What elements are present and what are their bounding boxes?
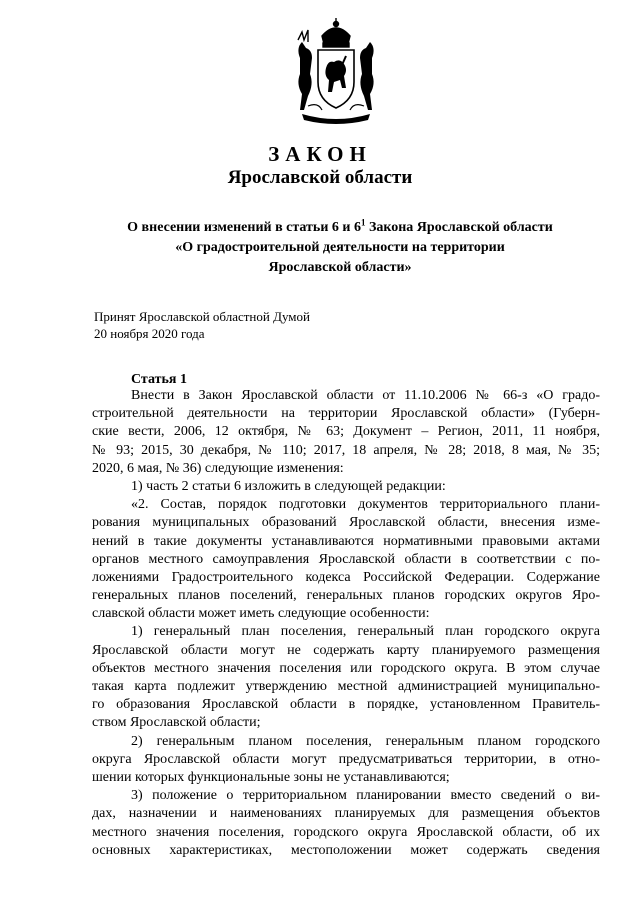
body-line: генеральных планов поселений, генеральных планов городских округов Яро- [92, 588, 600, 604]
body-line: «2. Состав, порядок подготовки документов территориального плани- [131, 497, 600, 513]
body-line: ские вести, 2006, 12 октября, № 63; Документ – Регион, 2011, 11 ноября, [92, 424, 600, 440]
body-line: 2020, 6 мая, № 36) следующие изменения: [92, 460, 344, 476]
body-line: № 93; 2015, 30 декабря, № 110; 2017, 18 апреля, № 28; 2018, 8 мая, № 35; [92, 442, 600, 458]
region-heading: Ярославской области [227, 167, 413, 188]
body-line: нений в такие документы устанавливаются нормативными правовыми актами [92, 533, 600, 549]
body-line: строительной деятельности на территории Ярославской области» (Губерн- [92, 406, 600, 422]
body-line: 1) генеральный план поселения, генеральный план городского округа [131, 624, 600, 640]
law-title-line-3: Ярославской области» [268, 260, 412, 275]
body-line: славской области может иметь следующие особенности: [92, 606, 430, 622]
adoption-note [94, 308, 310, 342]
body-line: 3) положение о территориальном планировании вместо сведений о ви- [131, 788, 600, 804]
law-title-line-1-text: О внесении изменений в статьи 6 и 6 [127, 220, 361, 235]
law-title-line-1-rest: Закона Ярославской области [365, 220, 553, 235]
body-line: органов местного самоуправления Ярославской области в соответствии с по- [92, 551, 600, 567]
body-line: Внести в Закон Ярославской области от 11.10.2006 № 66-з «О градо- [131, 388, 600, 403]
article-heading: Статья 1 [131, 372, 187, 387]
article-body [92, 387, 600, 860]
law-title-line-2: «О градостроительной деятельности на территории [175, 240, 505, 255]
body-line: округа Ярославской области могут предусматриваться территории, в отно- [92, 751, 600, 767]
coat-of-arms-icon [288, 18, 384, 126]
body-line: такая карта подлежит утверждению местной администрацией муниципально- [92, 679, 600, 694]
body-line: основных характеристиках, местоположении может содержать сведения [92, 842, 600, 858]
law-title-superscript: 1 [360, 217, 366, 228]
law-title-line-1 [100, 218, 580, 238]
body-line: дах, назначении и наименованиях планируемых для размещения объектов [92, 806, 600, 822]
body-line: 1) часть 2 статьи 6 изложить в следующей редакции: [131, 478, 446, 494]
adoption-body: Принят Ярославской областной Думой [94, 309, 310, 324]
body-line: рования муниципальных образований Ярославской области, внесения изме- [92, 515, 600, 531]
body-line: шении которых функциональные зоны не устанавливаются; [92, 769, 450, 785]
document-type-heading: ЗАКОН [268, 142, 372, 166]
law-title [100, 218, 580, 278]
body-line: местного значения поселения, городского округа Ярославской области, об их [92, 824, 600, 840]
body-line: ложениями Градостроительного кодекса Российской Федерации. Содержание [92, 569, 600, 585]
body-line: 2) генеральным планом поселения, генеральным планом городского [131, 733, 600, 749]
body-line: объектов местного значения поселения или городского округа. В этом случае [92, 660, 600, 676]
body-line: Ярославской области могут не содержать карту планируемого размещения [92, 642, 600, 658]
body-line: ством Ярославской области; [92, 715, 261, 731]
body-line: го образования Ярославской области в порядке, установленном Правитель- [92, 697, 600, 713]
adoption-date: 20 ноября 2020 года [94, 326, 205, 341]
